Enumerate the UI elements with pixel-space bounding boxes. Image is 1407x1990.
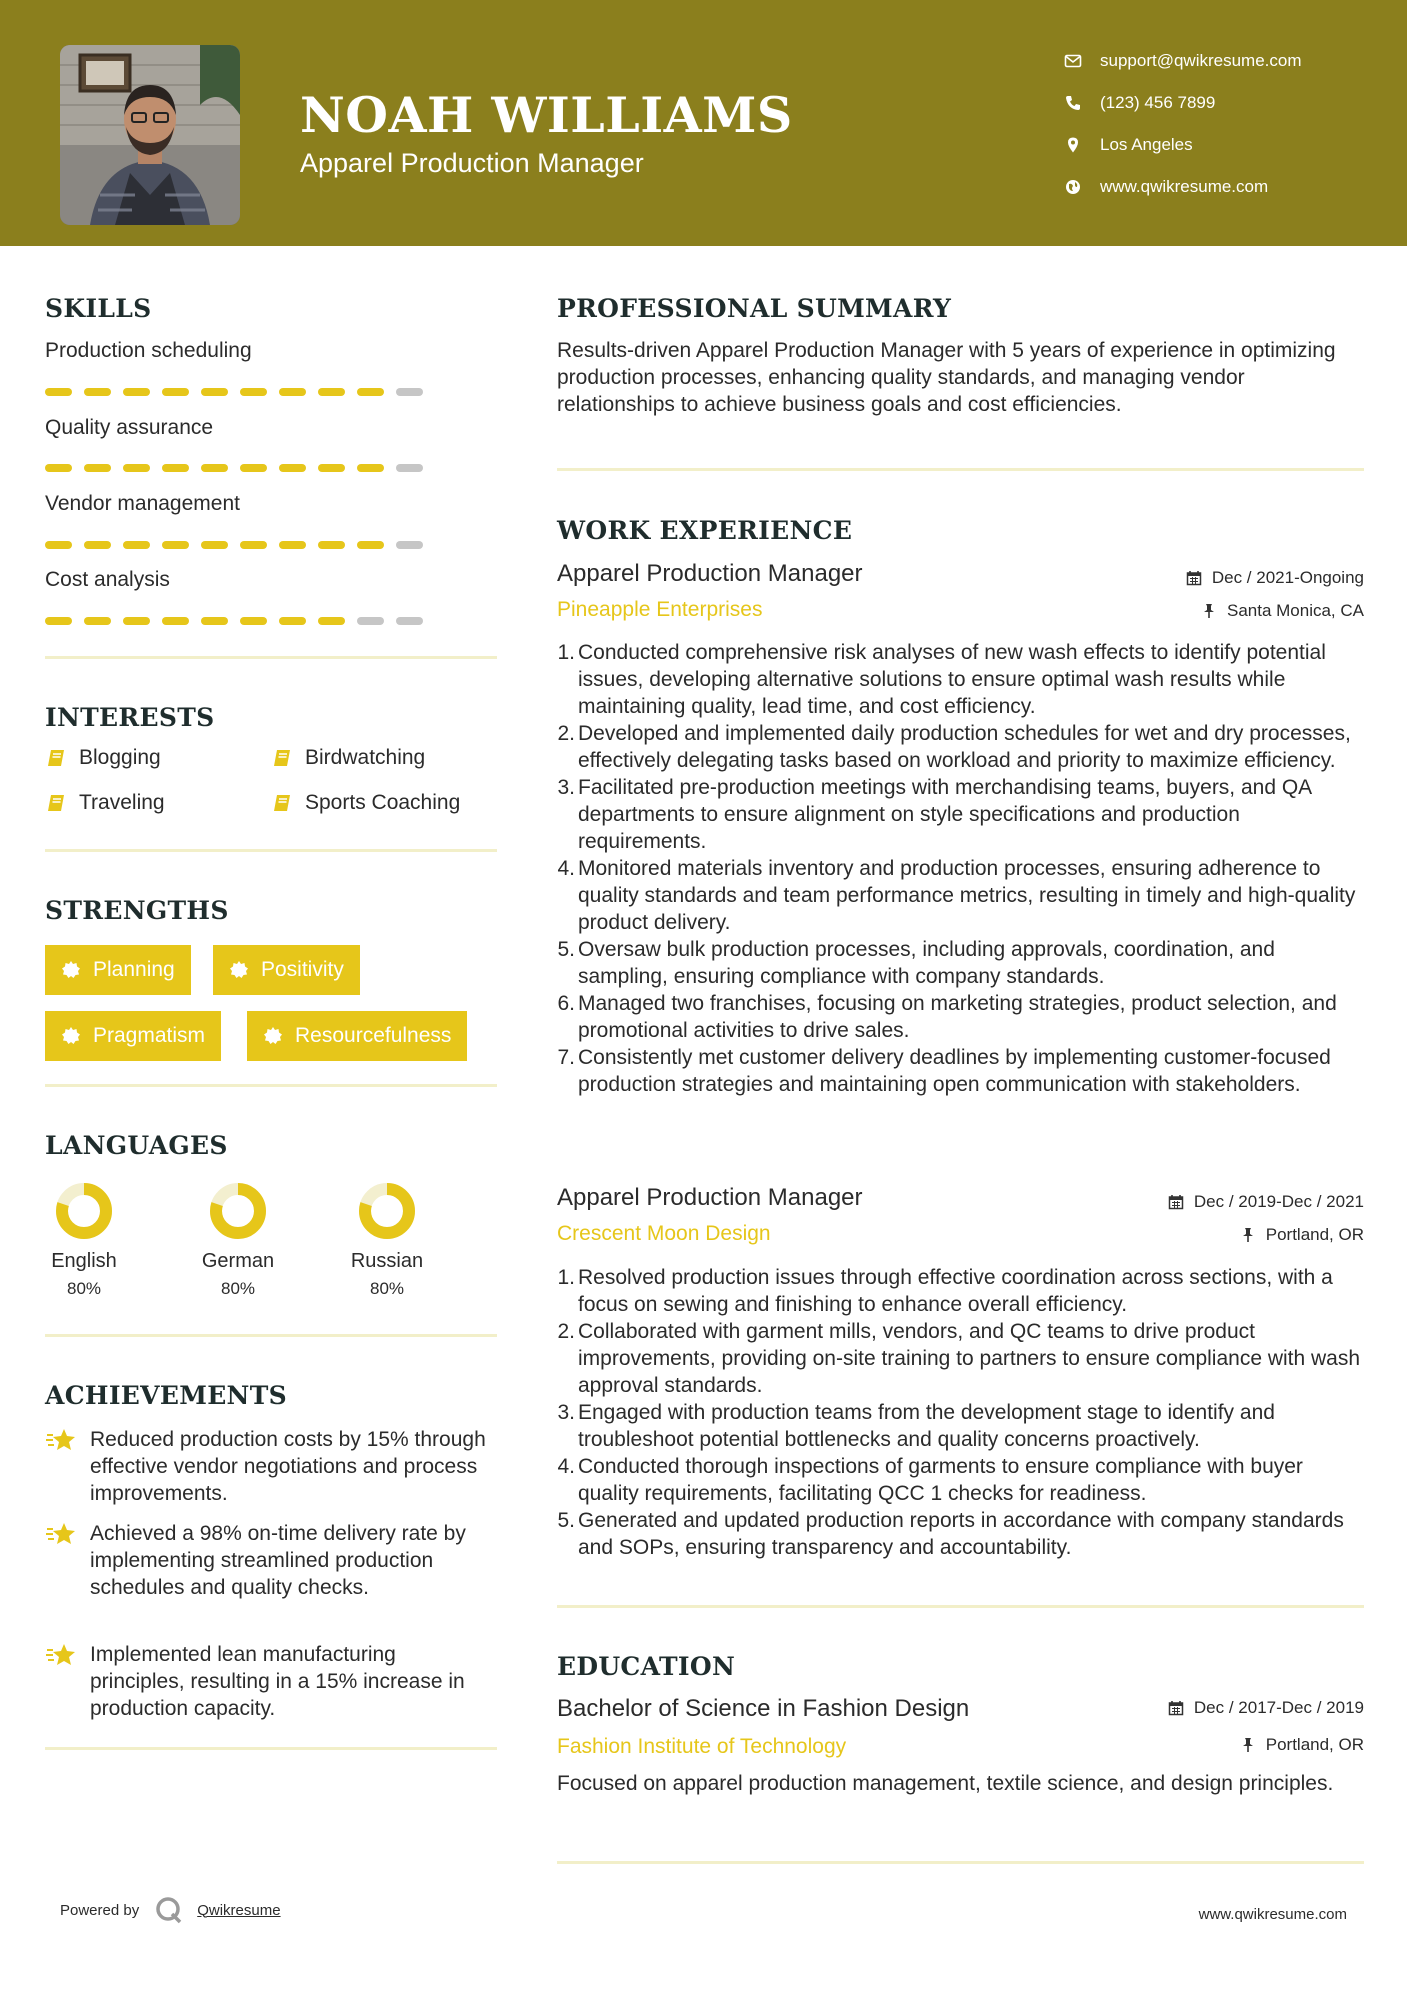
book-icon xyxy=(45,792,67,814)
list-item-text: Developed and implemented daily production schedules for wet and dry processes, effectively delegating tasks based on workload and priority to maximize efficiency. xyxy=(578,722,1351,772)
list-item: 2. Collaborated with garment mills, vendors, and QC teams to drive product improvements, providing on-site training to partners to ensure compliance with wash approval standards. xyxy=(557,1318,1367,1399)
interest-item xyxy=(271,746,425,770)
summary-heading: PROFESSIONAL SUMMARY xyxy=(557,294,952,323)
badge-icon xyxy=(61,1026,81,1046)
languages-heading: LANGUAGES xyxy=(45,1131,228,1160)
interest-label: Sports Coaching xyxy=(305,791,461,814)
achievement-text: Achieved a 98% on-time delivery rate by implementing streamlined production schedules and quality checks. xyxy=(90,1522,466,1599)
footer-website[interactable]: www.qwikresume.com xyxy=(1198,1906,1347,1923)
section-divider xyxy=(45,1334,497,1337)
skill-dot-filled xyxy=(201,464,228,472)
skill-dot-filled xyxy=(162,388,189,396)
education-dates-text: Dec / 2017-Dec / 2019 xyxy=(1193,1698,1364,1717)
interest-label: Blogging xyxy=(79,746,161,769)
skill-dot-filled xyxy=(318,617,345,625)
contact-phone-text: (123) 456 7899 xyxy=(1100,93,1216,112)
list-item-text: Consistently met customer delivery deadlines by implementing customer-focused production strategies and maintaining open communication with stakeholders. xyxy=(578,1046,1331,1096)
calendar-icon xyxy=(1186,570,1202,586)
language-gauge xyxy=(356,1180,418,1242)
interest-item xyxy=(271,791,460,815)
job-responsibilities xyxy=(557,1264,1367,1561)
experience-heading: WORK EXPERIENCE xyxy=(557,516,853,545)
strength-label: Positivity xyxy=(261,958,344,981)
skill-dot-filled xyxy=(240,617,267,625)
list-item: 6. Managed two franchises, focusing on marketing strategies, product selection, and promotional activities to drive sales. xyxy=(557,990,1367,1044)
achievements-heading: ACHIEVEMENTS xyxy=(45,1381,287,1410)
footer-branding xyxy=(60,1896,281,1924)
language-item xyxy=(327,1180,447,1299)
contact-email-text: support@qwikresume.com xyxy=(1100,51,1302,70)
calendar-icon xyxy=(1168,1194,1184,1210)
skill-dot-filled xyxy=(45,388,72,396)
badge-icon xyxy=(61,960,81,980)
skill-dot-empty xyxy=(396,388,423,396)
globe-icon xyxy=(1064,178,1082,196)
list-item-text: Conducted comprehensive risk analyses of new wash effects to identify potential issues, developing alternative solutions to ensure optimal wash results while maintaining quality, lead time, and cost efficiency. xyxy=(578,641,1326,718)
strength-tag xyxy=(213,945,360,995)
job-dates-text: Dec / 2021-Ongoing xyxy=(1211,568,1364,587)
education-location-text: Portland, OR xyxy=(1265,1735,1364,1754)
candidate-name: NOAH WILLIAMS xyxy=(300,86,793,144)
skill-dot-filled xyxy=(84,541,111,549)
list-item-text: Collaborated with garment mills, vendors, and QC teams to drive product improvements, providing on-site training to partners to ensure compliance with wash approval standards. xyxy=(578,1320,1361,1397)
list-item: 4. Monitored materials inventory and production processes, ensuring adherence to quality standards and team performance metrics, resulting in timely and high-quality product delivery. xyxy=(557,855,1367,936)
skill-name: Vendor management xyxy=(45,492,240,515)
skill-dot-filled xyxy=(318,541,345,549)
list-item-text: Generated and updated production reports in accordance with company standards and SOPs, ensuring transparency and accountability. xyxy=(578,1509,1344,1559)
list-item-text: Managed two franchises, focusing on marketing strategies, product selection, and promotional activities to drive sales. xyxy=(578,992,1337,1042)
job-responsibilities xyxy=(557,639,1367,1098)
skill-dot-filled xyxy=(318,388,345,396)
achievement-text: Reduced production costs by 15% through effective vendor negotiations and process improvements. xyxy=(90,1428,486,1505)
location-icon xyxy=(1064,136,1082,154)
language-name: Russian xyxy=(350,1250,424,1272)
strength-tag xyxy=(247,1011,467,1061)
skill-dot-filled xyxy=(84,617,111,625)
contact-website[interactable] xyxy=(1064,166,1302,208)
skill-dot-filled xyxy=(279,617,306,625)
star-icon xyxy=(45,1520,77,1548)
skill-dot-filled xyxy=(45,617,72,625)
section-divider xyxy=(45,656,497,659)
candidate-title: Apparel Production Manager xyxy=(300,148,644,178)
language-level: 80% xyxy=(369,1279,405,1298)
contact-location-text: Los Angeles xyxy=(1100,135,1193,154)
badge-icon xyxy=(229,960,249,980)
strengths-heading: STRENGTHS xyxy=(45,896,229,925)
list-item: 3. Facilitated pre-production meetings with merchandising teams, buyers, and QA departments to ensure alignment on style specifications and production requirements. xyxy=(557,774,1367,855)
star-icon xyxy=(45,1641,77,1669)
job-location xyxy=(1201,601,1364,621)
job-dates xyxy=(1168,1192,1364,1212)
book-icon xyxy=(271,747,293,769)
skill-dot-filled xyxy=(279,388,306,396)
list-item-text: Resolved production issues through effective coordination across sections, with a focus on sewing and finishing to enhance overall efficiency. xyxy=(578,1266,1333,1316)
list-item: 3. Engaged with production teams from the development stage to identify and troubleshoot potential bottlenecks and quality concerns proactively. xyxy=(557,1399,1367,1453)
skill-dot-filled xyxy=(357,464,384,472)
education-dates xyxy=(1168,1698,1364,1718)
section-divider xyxy=(45,1084,497,1087)
achievement-item xyxy=(45,1641,495,1722)
skill-dot-filled xyxy=(162,541,189,549)
contact-list xyxy=(1064,40,1302,208)
skills-heading: SKILLS xyxy=(45,294,152,323)
skill-dot-filled xyxy=(357,541,384,549)
list-item-text: Oversaw bulk production processes, including approvals, coordination, and sampling, ensuring compliance with company standards. xyxy=(578,938,1275,988)
skill-dot-filled xyxy=(84,388,111,396)
skill-name: Quality assurance xyxy=(45,416,214,439)
skill-dot-filled xyxy=(240,464,267,472)
interest-item xyxy=(45,746,161,770)
book-icon xyxy=(45,747,67,769)
achievement-item xyxy=(45,1426,495,1507)
skill-rating xyxy=(45,617,423,625)
section-divider xyxy=(557,468,1364,471)
education-heading: EDUCATION xyxy=(557,1652,736,1681)
education-description: Focused on apparel production management, textile science, and design principles. xyxy=(557,1772,1334,1795)
interest-label: Birdwatching xyxy=(305,746,426,769)
section-divider xyxy=(557,1605,1364,1608)
strength-label: Pragmatism xyxy=(93,1024,206,1047)
pin-icon xyxy=(1240,1737,1256,1753)
email-icon xyxy=(1064,52,1082,70)
list-item: 5. Generated and updated production reports in accordance with company standards and SOPs, ensuring transparency and accountability. xyxy=(557,1507,1367,1561)
language-gauge xyxy=(53,1180,115,1242)
skill-dot-filled xyxy=(123,541,150,549)
company-name: Crescent Moon Design xyxy=(557,1222,771,1245)
interest-item xyxy=(45,791,165,815)
skill-dot-filled xyxy=(123,617,150,625)
language-name: English xyxy=(51,1250,117,1272)
powered-by-label: Powered by xyxy=(60,1901,140,1919)
summary-text: Results-driven Apparel Production Manager with 5 years of experience in optimizing production processes, enhancing quality standards, and managing vendor relationships to achieve business goals and cost efficiencies. xyxy=(557,339,1336,416)
skill-dot-filled xyxy=(318,464,345,472)
skill-dot-filled xyxy=(162,617,189,625)
section-divider xyxy=(45,849,497,852)
strength-label: Resourcefulness xyxy=(295,1024,452,1047)
section-divider xyxy=(45,1747,497,1750)
skill-dot-filled xyxy=(279,464,306,472)
skill-name: Production scheduling xyxy=(45,339,252,362)
list-item: 2. Developed and implemented daily production schedules for wet and dry processes, effectively delegating tasks based on workload and priority to maximize efficiency. xyxy=(557,720,1367,774)
skill-dot-empty xyxy=(396,541,423,549)
header-banner xyxy=(0,0,1407,246)
education-location xyxy=(1240,1735,1364,1755)
skill-dot-empty xyxy=(357,617,384,625)
job-location xyxy=(1240,1225,1364,1245)
skill-dot-filled xyxy=(201,388,228,396)
skill-dot-empty xyxy=(396,617,423,625)
skill-dot-filled xyxy=(240,388,267,396)
job-location-text: Portland, OR xyxy=(1265,1225,1364,1244)
profile-photo xyxy=(60,45,240,225)
skill-dot-filled xyxy=(240,541,267,549)
star-icon xyxy=(45,1426,77,1454)
interest-label: Traveling xyxy=(79,791,165,814)
section-divider xyxy=(557,1861,1364,1864)
skill-dot-filled xyxy=(279,541,306,549)
achievement-item xyxy=(45,1520,495,1601)
pin-icon xyxy=(1201,603,1217,619)
skill-dot-empty xyxy=(396,464,423,472)
language-item xyxy=(178,1180,298,1299)
achievement-text: Implemented lean manufacturing principles, resulting in a 15% increase in production capacity. xyxy=(90,1643,465,1720)
skill-name: Cost analysis xyxy=(45,568,170,591)
badge-icon xyxy=(263,1026,283,1046)
brand-link[interactable]: Qwikresume xyxy=(197,1901,281,1919)
job-dates-text: Dec / 2019-Dec / 2021 xyxy=(1193,1192,1364,1211)
contact-phone[interactable] xyxy=(1064,82,1302,124)
language-level: 80% xyxy=(220,1279,256,1298)
list-item: 7. Consistently met customer delivery deadlines by implementing customer-focused production strategies and maintaining open communication with stakeholders. xyxy=(557,1044,1367,1098)
job-title: Apparel Production Manager xyxy=(557,1184,863,1211)
list-item: 4. Conducted thorough inspections of garments to ensure compliance with buyer quality requirements, facilitating QCC 1 checks for readiness. xyxy=(557,1453,1367,1507)
language-level: 80% xyxy=(66,1279,102,1298)
skill-rating xyxy=(45,541,423,549)
skill-dot-filled xyxy=(84,464,111,472)
company-name: Pineapple Enterprises xyxy=(557,598,763,621)
strength-tag xyxy=(45,945,191,995)
language-item xyxy=(24,1180,144,1299)
book-icon xyxy=(271,792,293,814)
school-name: Fashion Institute of Technology xyxy=(557,1735,847,1758)
qwikresume-logo-icon xyxy=(155,1896,183,1924)
language-gauge xyxy=(207,1180,269,1242)
skill-rating xyxy=(45,464,423,472)
list-item-text: Engaged with production teams from the development stage to identify and troubleshoot potential bottlenecks and quality concerns proactively. xyxy=(578,1401,1275,1451)
phone-icon xyxy=(1064,94,1082,112)
job-title: Apparel Production Manager xyxy=(557,560,863,587)
degree-title: Bachelor of Science in Fashion Design xyxy=(557,1695,970,1722)
skill-dot-filled xyxy=(45,464,72,472)
skill-dot-filled xyxy=(162,464,189,472)
interests-heading: INTERESTS xyxy=(45,703,215,732)
skill-dot-filled xyxy=(201,541,228,549)
list-item-text: Monitored materials inventory and production processes, ensuring adherence to quality standards and team performance metrics, resulting in timely and high-quality product delivery. xyxy=(578,857,1356,934)
language-name: German xyxy=(201,1250,275,1272)
list-item: 1. Resolved production issues through effective coordination across sections, with a focus on sewing and finishing to enhance overall efficiency. xyxy=(557,1264,1367,1318)
pin-icon xyxy=(1240,1227,1256,1243)
skill-dot-filled xyxy=(123,464,150,472)
list-item: 1. Conducted comprehensive risk analyses of new wash effects to identify potential issues, developing alternative solutions to ensure optimal wash results while maintaining quality, lead time, and cost efficiency. xyxy=(557,639,1367,720)
list-item: 5. Oversaw bulk production processes, including approvals, coordination, and sampling, ensuring compliance with company standards. xyxy=(557,936,1367,990)
skill-dot-filled xyxy=(123,388,150,396)
strength-label: Planning xyxy=(93,958,175,981)
skill-rating xyxy=(45,388,423,396)
job-location-text: Santa Monica, CA xyxy=(1226,601,1364,620)
skill-dot-filled xyxy=(45,541,72,549)
strength-tag xyxy=(45,1011,221,1061)
contact-location xyxy=(1064,124,1302,166)
contact-website-text: www.qwikresume.com xyxy=(1100,177,1269,196)
skill-dot-filled xyxy=(357,388,384,396)
list-item-text: Facilitated pre-production meetings with merchandising teams, buyers, and QA departments to ensure alignment on style specifications and production requirements. xyxy=(578,776,1312,853)
calendar-icon xyxy=(1168,1700,1184,1716)
list-item-text: Conducted thorough inspections of garments to ensure compliance with buyer quality requirements, facilitating QCC 1 checks for readiness. xyxy=(578,1455,1303,1505)
job-dates xyxy=(1186,568,1364,588)
contact-email[interactable] xyxy=(1064,40,1302,82)
skill-dot-filled xyxy=(201,617,228,625)
